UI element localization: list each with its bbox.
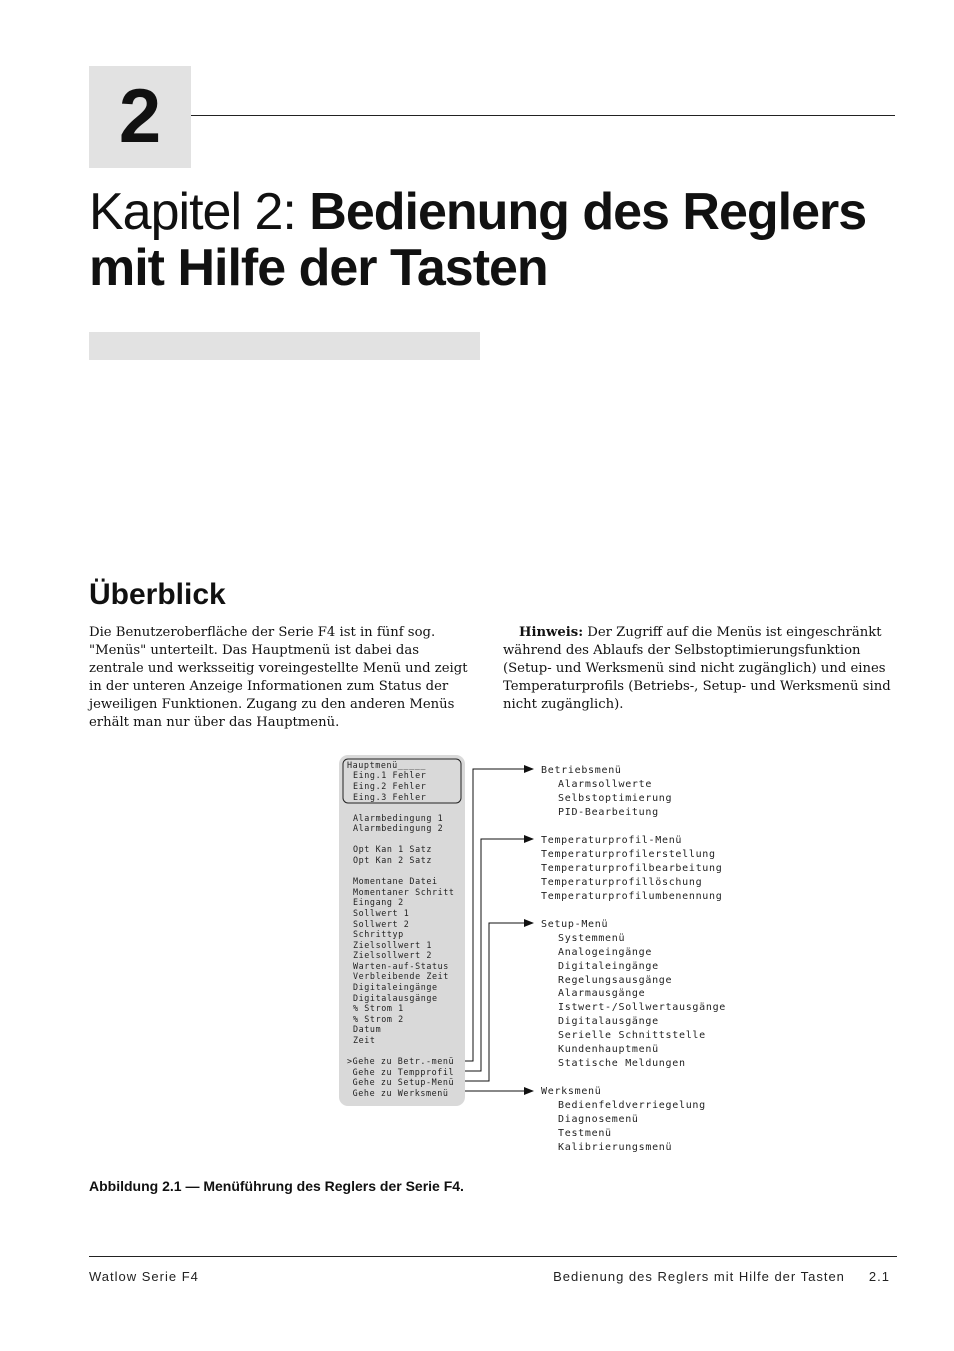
page-number: 2.1 <box>868 1269 890 1284</box>
main-menu-item: Alarmbedingung 2 <box>353 823 444 833</box>
submenu-item: Temperaturprofilbearbeitung <box>541 863 723 874</box>
submenu-item: Istwert-/Sollwertausgänge <box>558 1002 727 1013</box>
submenu-item: Kundenhauptmenü <box>558 1044 659 1055</box>
main-menu-item: % Strom 2 <box>353 1014 404 1024</box>
main-menu-item: Sollwert 2 <box>353 919 410 929</box>
main-menu-item: Alarmbedingung 1 <box>353 813 444 823</box>
submenu-item: Digitalausgänge <box>558 1016 659 1027</box>
submenu-item: Alarmsollwerte <box>558 779 653 790</box>
main-menu-item: Verbleibende Zeit <box>353 971 449 981</box>
main-menu-item: Digitalausgänge <box>353 993 438 1003</box>
main-menu-item: Opt Kan 2 Satz <box>353 855 432 865</box>
submenu-item: Testmenü <box>558 1128 612 1139</box>
submenu-factory <box>541 1086 706 1153</box>
submenu-item: Systemmenü <box>558 933 626 944</box>
submenu-title: Setup-Menü <box>541 919 609 930</box>
goto-operations-item: >Gehe zu Betr.-menü <box>347 1056 455 1066</box>
main-menu-item: Eing.3 Fehler <box>353 792 427 802</box>
submenu-item: Temperaturprofilerstellung <box>541 849 716 860</box>
main-menu-item: Eingang 2 <box>353 897 404 907</box>
connector-profile <box>465 839 533 1071</box>
section-heading: Überblick <box>89 578 226 611</box>
intro-paragraph: Die Benutzeroberfläche der Serie F4 ist in fünf sog. "Menüs" unterteilt. Das Hauptmenü ist dabei das zentrale und werksseitig voreingestellte Menü und zeigt in der unteren Anzeige Informationen zum Status der jeweiligen Funktionen. Zugang zu den anderen Menüs erhält man nur über das Hauptmenü. <box>89 625 468 730</box>
goto-setup-item: Gehe zu Setup-Menü <box>347 1077 455 1087</box>
connector-setup <box>465 923 533 1081</box>
main-menu-item: Zielsollwert 2 <box>353 950 432 960</box>
chapter-number: 2 <box>89 66 191 168</box>
main-menu-item: Momentaner Schritt <box>353 887 455 897</box>
main-menu-title: Hauptmenü_____ <box>347 760 426 770</box>
submenu-title: Werksmenü <box>541 1086 602 1097</box>
main-menu-item: Momentane Datei <box>353 876 438 886</box>
connector-operations <box>465 769 533 1061</box>
main-menu-item: Eing.2 Fehler <box>353 781 427 791</box>
submenu-item: Serielle Schnittstelle <box>558 1030 706 1041</box>
connector-lines <box>465 769 533 1091</box>
main-menu-item: Warten-auf-Status <box>353 961 449 971</box>
main-menu-item: Opt Kan 1 Satz <box>353 844 432 854</box>
submenu-profile <box>541 835 722 902</box>
goto-profile-item: Gehe zu Tempprofil <box>347 1067 455 1077</box>
main-menu-item: Eing.1 Fehler <box>353 770 427 780</box>
main-menu-item: % Strom 1 <box>353 1003 404 1013</box>
submenu-item: Temperaturprofillöschung <box>541 877 703 888</box>
submenu-item: Bedienfeldverriegelung <box>558 1100 706 1111</box>
main-menu-item: Schrittyp <box>353 929 404 939</box>
chapter-title-line1: Bedienung des Reglers <box>309 183 867 241</box>
submenu-title: Betriebsmenü <box>541 765 622 776</box>
note-text: Der Zugriff auf die Menüs ist eingeschränkt während des Ablaufs der Selbstoptimierungsfunktion (Setup- und Werksmenü sind nicht zugänglich) und eines Temperaturprofils (Betriebs-, Setup- und Werksmenü sind nicht zugänglich). <box>503 625 891 712</box>
main-menu-item: Digitaleingänge <box>353 982 438 992</box>
figure-caption: Abbildung 2.1 — Menüführung des Reglers der Serie F4. <box>89 1178 464 1194</box>
goto-factory-item: Gehe zu Werksmenü <box>347 1088 449 1098</box>
submenu-item: Statische Meldungen <box>558 1058 686 1069</box>
footer-brand: Watlow Serie F4 <box>89 1269 199 1284</box>
submenu-item: Analogeingänge <box>558 947 653 958</box>
submenu-item: Digitaleingänge <box>558 961 659 972</box>
submenu-operations <box>541 765 672 818</box>
submenu-item: Selbstoptimierung <box>558 793 673 804</box>
submenu-item: Regelungsausgänge <box>558 975 673 986</box>
main-menu-item: Zeit <box>353 1035 376 1045</box>
submenu-item: Alarmausgänge <box>558 988 646 999</box>
submenu-item: Diagnosemenü <box>558 1114 639 1125</box>
submenu-title: Temperaturprofil-Menü <box>541 835 683 846</box>
main-menu-item: Sollwert 1 <box>353 908 410 918</box>
submenu-item: PID-Bearbeitung <box>558 807 659 818</box>
main-menu-item: Zielsollwert 1 <box>353 940 432 950</box>
chapter-title-line2: mit Hilfe der Tasten <box>89 239 548 297</box>
main-menu-item: Datum <box>353 1024 382 1034</box>
note-label: Hinweis: <box>519 625 584 640</box>
chapter-title-prefix: Kapitel 2: <box>89 183 310 241</box>
submenu-item: Kalibrierungsmenü <box>558 1142 673 1153</box>
footer-right <box>553 1269 890 1284</box>
footer-chapter-title: Bedienung des Reglers mit Hilfe der Tasten <box>553 1269 845 1284</box>
submenu-item: Temperaturprofilumbenennung <box>541 891 723 902</box>
submenu-setup <box>541 919 726 1069</box>
footer-rule <box>89 1256 897 1257</box>
